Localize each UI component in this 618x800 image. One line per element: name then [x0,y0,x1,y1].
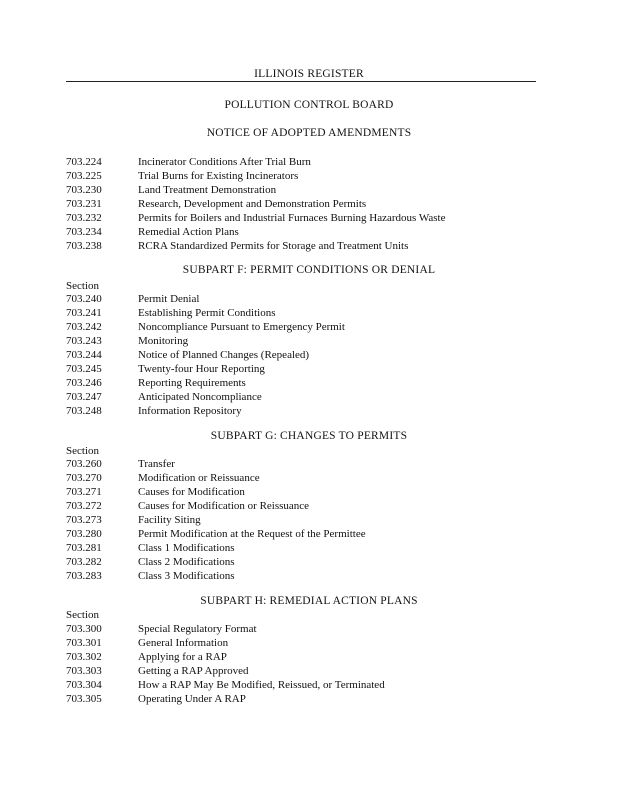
section-number: 703.243 [66,335,102,347]
section-title: Incinerator Conditions After Trial Burn [138,156,311,168]
section-title: Land Treatment Demonstration [138,184,277,196]
section-title: Transfer [138,458,175,470]
section-title: Information Repository [138,405,242,417]
section-number: 703.224 [66,156,102,168]
section-number: 703.247 [66,391,102,403]
section-title: Class 1 Modifications [138,542,235,554]
section-number: 703.241 [66,307,102,319]
section-title: Class 2 Modifications [138,556,235,568]
section-column-label: Section [66,280,99,292]
section-number: 703.270 [66,472,102,484]
section-number: 703.282 [66,556,102,568]
section-title: Permit Modification at the Request of the Permittee [138,528,366,540]
section-number: 703.234 [66,226,102,238]
section-number: 703.260 [66,458,102,470]
section-number: 703.240 [66,293,102,305]
section-title: Anticipated Noncompliance [138,391,262,403]
section-number: 703.246 [66,377,102,389]
section-number: 703.245 [66,363,102,375]
register-title: ILLINOIS REGISTER [254,68,364,80]
section-title: Causes for Modification [138,486,245,498]
section-title: Special Regulatory Format [138,623,257,635]
section-number: 703.238 [66,240,102,252]
section-number: 703.242 [66,321,102,333]
section-number: 703.231 [66,198,102,210]
section-number: 703.305 [66,693,102,705]
section-number: 703.273 [66,514,102,526]
section-number: 703.302 [66,651,102,663]
section-title: Noncompliance Pursuant to Emergency Permit [138,321,345,333]
section-title: Permits for Boilers and Industrial Furnaces Burning Hazardous Waste [138,212,446,224]
section-title: Monitoring [138,335,189,347]
notice-title: NOTICE OF ADOPTED AMENDMENTS [206,127,412,139]
section-title: Modification or Reissuance [138,472,260,484]
section-title: Getting a RAP Approved [138,665,249,677]
section-title: How a RAP May Be Modified, Reissued, or Terminated [138,679,385,691]
section-title: Permit Denial [138,293,200,305]
header-rule [66,81,536,82]
section-column-label: Section [66,445,99,457]
section-number: 703.230 [66,184,102,196]
subpart-heading: SUBPART F: PERMIT CONDITIONS OR DENIAL [182,264,436,276]
section-number: 703.280 [66,528,102,540]
board-title: POLLUTION CONTROL BOARD [224,99,394,111]
subpart-heading: SUBPART G: CHANGES TO PERMITS [210,430,408,442]
section-title: Operating Under A RAP [138,693,246,705]
section-number: 703.300 [66,623,102,635]
section-title: Remedial Action Plans [138,226,239,238]
section-title: Establishing Permit Conditions [138,307,276,319]
section-number: 703.281 [66,542,102,554]
section-title: Class 3 Modifications [138,570,235,582]
section-title: Reporting Requirements [138,377,246,389]
section-title: Twenty-four Hour Reporting [138,363,265,375]
section-number: 703.244 [66,349,102,361]
section-number: 703.272 [66,500,102,512]
section-title: Causes for Modification or Reissuance [138,500,310,512]
section-number: 703.232 [66,212,102,224]
section-title: RCRA Standardized Permits for Storage and Treatment Units [138,240,409,252]
section-column-label: Section [66,609,99,621]
section-number: 703.283 [66,570,102,582]
section-number: 703.225 [66,170,102,182]
section-title: Applying for a RAP [138,651,227,663]
section-title: Notice of Planned Changes (Repealed) [138,349,310,361]
subpart-heading: SUBPART H: REMEDIAL ACTION PLANS [200,595,418,607]
section-number: 703.304 [66,679,102,691]
section-number: 703.271 [66,486,102,498]
section-title: Facility Siting [138,514,201,526]
section-number: 703.301 [66,637,102,649]
section-title: General Information [138,637,229,649]
section-title: Trial Burns for Existing Incinerators [138,170,299,182]
section-number: 703.248 [66,405,102,417]
section-title: Research, Development and Demonstration Permits [138,198,367,210]
section-number: 703.303 [66,665,102,677]
